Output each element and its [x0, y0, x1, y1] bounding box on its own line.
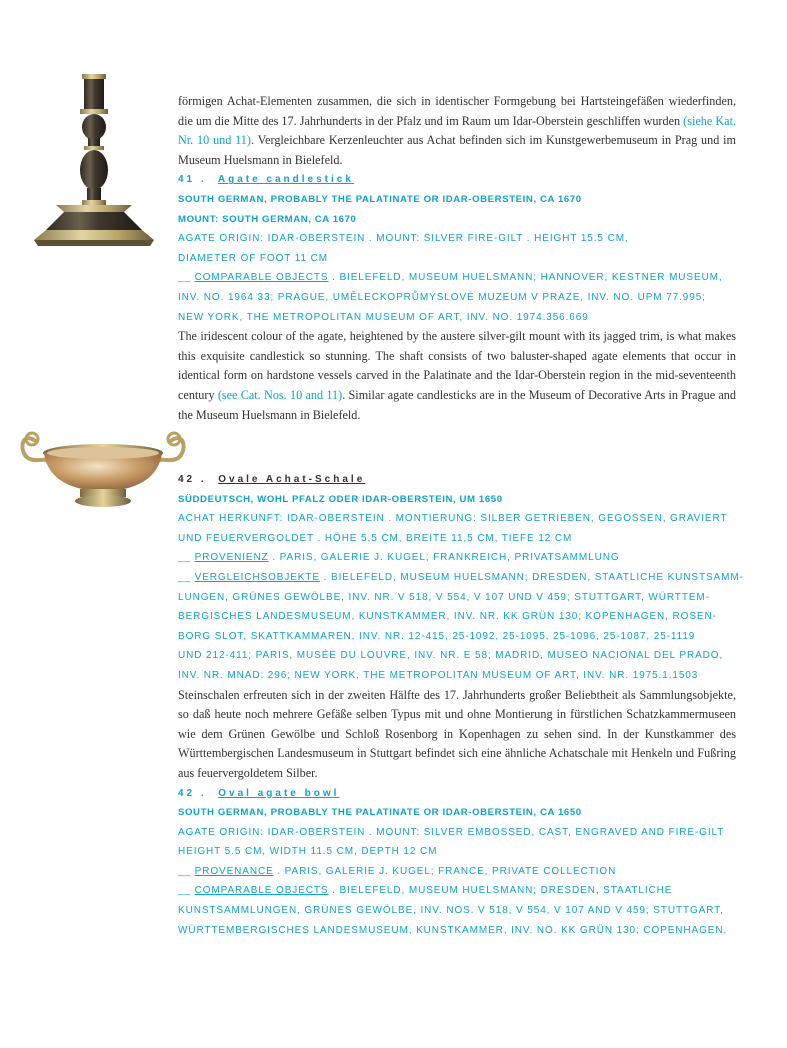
item-42-specs-de: ACHAT HERKUNFT: IDAR-OBERSTEIN . MONTIERUNG: SILBER GETRIEBEN, GEGOSSEN, GRAVIERT — [178, 513, 728, 525]
catalogue-reference: (see Cat. Nos. 10 and 11) — [217, 387, 343, 402]
item-42-comparable-de-6: INV. NR. MNAD: 296; NEW YORK, THE METROPOLITAN MUSEUM OF ART, INV. NR. 1975.1.1503 — [178, 669, 699, 681]
comparable-objects-link[interactable]: COMPARABLE OBJECTS — [194, 885, 329, 897]
item-42-specs-en: AGATE ORIGIN: IDAR-OBERSTEIN . MOUNT: SILVER EMBOSSED, CAST, ENGRAVED AND FIRE-GILT — [178, 826, 725, 838]
agate-bowl-photo — [18, 425, 188, 515]
item-42-comparable-en-3: WÜRTTEMBERGISCHES LANDESMUSEUM, KUNSTKAMMER, INV. NO. KK GRÜN 130; COPENHAGEN, — [178, 924, 728, 936]
item-41-origin: SOUTH GERMAN, PROBABLY THE PALATINATE OR IDAR-OBERSTEIN, CA 1670 — [178, 193, 582, 205]
item-42-provenance-de: __ PROVENIENZ . PARIS, GALERIE J. KUGEL; FRANKREICH, PRIVATSAMMLUNG — [178, 552, 620, 564]
item-41-comparable-3: NEW YORK, THE METROPOLITAN MUSEUM OF ART, INV. NO. 1974.356.669 — [178, 311, 589, 323]
item-41-title-link[interactable]: Agate candlestick — [217, 174, 354, 186]
item-42-provenance-en: __ PROVENANCE . PARIS, GALERIE J. KUGEL; FRANCE, PRIVATE COLLECTION — [178, 865, 617, 877]
item-42-comparable-en: __ COMPARABLE OBJECTS . BIELEFELD, MUSEUM HUELSMANN; DRESDEN, STAATLICHE — [178, 885, 673, 897]
item-42-description-de: Steinschalen erfreuten sich in der zweiten Hälfte des 17. Jahrhunderts großer Beliebtheit als Sammlungsobjekte, so daß heute noch mehrere Gefäße selben Typus mit und ohne Montierung in fürstlichen Schatzkammermuseen wie dem Grünen Gewölbe und Schloß Rosenborg in Kopenhagen zu sehen sind. In der Kunstkammer des Württembergischen Landesmuseum in Stuttgart befindet sich eine ähnliche Achatschale mit Henkeln und Fußring aus feuervergoldetem Silber. — [178, 687, 736, 780]
item-41-specs: AGATE ORIGIN: IDAR-OBERSTEIN . MOUNT: SILVER FIRE-GILT . HEIGHT 15.5 CM, — [178, 233, 629, 245]
item-42-comparable-en-2: KUNSTSAMMLUNGEN, GRÜNES GEWÖLBE, INV. NOS. V 518, V 554, V 107 AND V 459; STUTTGART, — [178, 905, 724, 917]
comparable-objects-link[interactable]: COMPARABLE OBJECTS — [194, 272, 329, 284]
candlestick-photo — [24, 72, 166, 252]
provenance-link[interactable]: PROVENANCE — [194, 865, 274, 877]
catalogue-reference: (siehe Kat. Nr. 10 und 11) — [178, 113, 737, 148]
item-41-comparable-2: INV. NO. 1964 33; PRAGUE, UMĚLECKOPRŮMYSLOVÉ MUZEUM V PRAZE, INV. NO. UPM 77.995; — [178, 291, 706, 303]
item-42-title-de-link[interactable]: Ovale Achat-Schale — [218, 474, 366, 485]
item-41-comparable: __ COMPARABLE OBJECTS . BIELEFELD, MUSEUM HUELSMANN; HANNOVER, KESTNER MUSEUM, — [178, 272, 723, 284]
item-41-heading: 41 . Agate candlestick — [178, 174, 354, 186]
item-42-specs-en-2: HEIGHT 5.5 CM, WIDTH 11.5 CM, DEPTH 12 CM — [178, 846, 438, 858]
item-42-heading-en: 42 . Oval agate bowl — [178, 787, 340, 799]
item-42-comparable-de-4: BORG SLOT, SKATTKAMMAREN, INV. NR. 12-415, 25-1092, 25-1095, 25-1096, 25-1087, 25-1119 — [178, 630, 696, 642]
item-42-title-en-link[interactable]: Oval agate bowl — [218, 787, 340, 799]
item-42-comparable-de-2: LUNGEN, GRÜNES GEWÖLBE, INV. NR. V 518, V 554, V 107 UND V 459; STUTTGART, WÜRTTEM- — [178, 591, 710, 603]
item-42-comparable-de: __ VERGLEICHSOBJEKTE . BIELEFELD, MUSEUM HUELSMANN; DRESDEN, STAATLICHE KUNSTSAMM- — [178, 571, 744, 583]
intro-paragraph: förmigen Achat-Elementen zusammen, die sich in identischer Formgebung bei Hartsteingefäßen wiederfinden, die um die Mitte des 17. Jahrhunderts in der Pfalz und im Raum um Idar-Oberstein geschliffen wurden (siehe Kat. Nr. 10 und 11). Vergleichbare Kerzenleuchter aus Achat befinden sich im Kunstgewerbemuseum in Prag und im Museum Huelsmann in Bielefeld. — [178, 94, 737, 167]
item-42-comparable-de-3: BERGISCHES LANDESMUSEUM, KUNSTKAMMER, INV. NR. KK GRÜN 130; KOPENHAGEN, ROSEN- — [178, 611, 717, 623]
item-42-specs-de-2: UND FEUERVERGOLDET . HÖHE 5,5 CM, BREITE 11,5 CM, TIEFE 12 CM — [178, 532, 573, 544]
item-41-mount: MOUNT: SOUTH GERMAN, CA 1670 — [178, 213, 357, 225]
item-42-comparable-de-5: UND 212-411; PARIS, MUSÉE DU LOUVRE, INV. NR. E 58; MADRID, MUSEO NACIONAL DEL PRADO, — [178, 650, 724, 662]
item-41-specs-2: DIAMETER OF FOOT 11 CM — [178, 252, 328, 264]
item-42-origin-en: SOUTH GERMAN, PROBABLY THE PALATINATE OR IDAR-OBERSTEIN, CA 1650 — [178, 807, 582, 819]
vergleichsobjekte-link[interactable]: VERGLEICHSOBJEKTE — [194, 571, 320, 583]
item-41-description: The iridescent colour of the agate, heightened by the austere silver-gilt mount with its jagged trim, is what makes this exquisite candlestick so stunning. The shaft consists of two baluster-shaped agate elements that occur in identical form on hardstone vessels carved in the Palatinate and the Idar-Oberstein region in the mid-seventeenth century (see Cat. Nos. 10 and 11). Similar agate candlesticks are in the Museum of Decorative Arts in Prague and the Museum Huelsmann in Bielefeld. — [178, 329, 736, 422]
item-42-heading-de: 42 . Ovale Achat-Schale — [178, 474, 366, 485]
item-42-origin-de: SÜDDEUTSCH, WOHL PFALZ ODER IDAR-OBERSTEIN, UM 1650 — [178, 493, 503, 505]
provenienz-link[interactable]: PROVENIENZ — [194, 552, 269, 564]
